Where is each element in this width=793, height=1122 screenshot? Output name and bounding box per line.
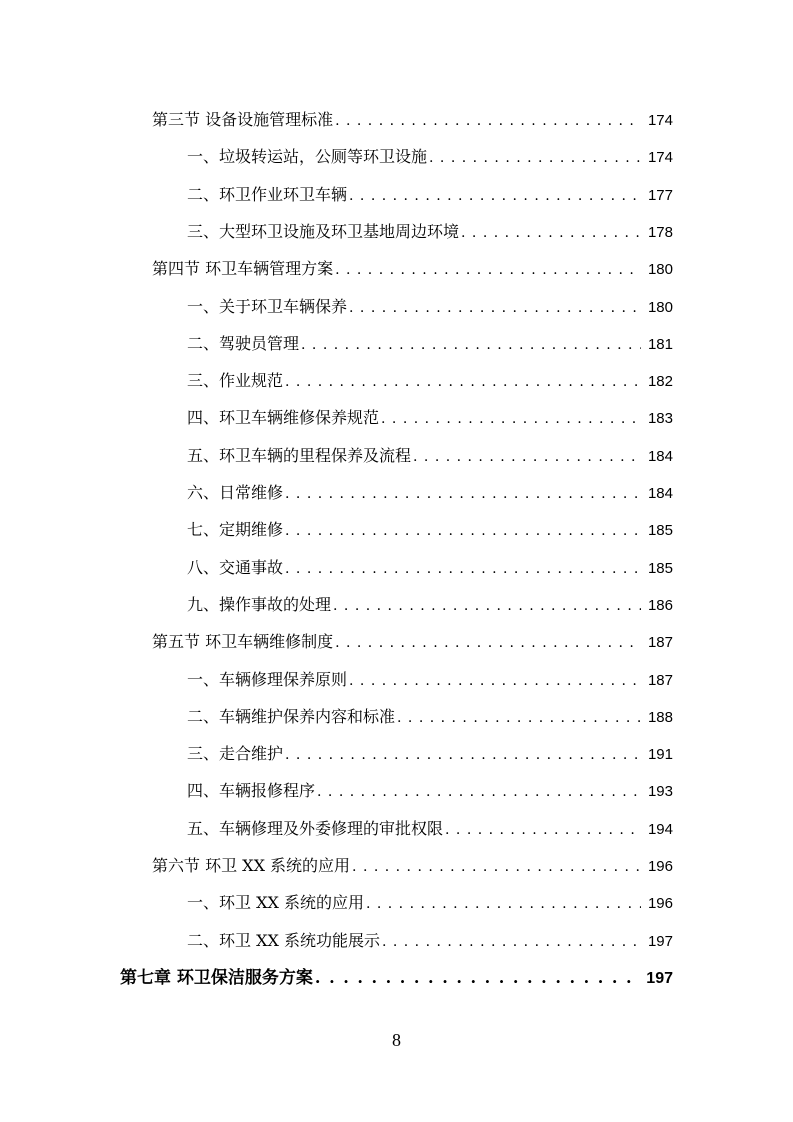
toc-entry[interactable]: [187, 142, 673, 172]
dot-leader: [429, 143, 641, 173]
toc-entry-label: 三、大型环卫设施及环卫基地周边环境: [187, 221, 460, 241]
toc-entry[interactable]: [187, 366, 673, 396]
toc-entry-label: 第六节 环卫 XX 系统的应用: [152, 856, 351, 875]
toc-entry-page: 186: [647, 596, 673, 614]
toc-entry-page: 180: [647, 298, 673, 316]
dot-leader: [301, 330, 641, 360]
dot-leader: [333, 591, 641, 621]
toc-entry[interactable]: [187, 776, 673, 806]
toc-entry-page: 183: [647, 410, 673, 428]
dot-leader: [317, 777, 641, 807]
toc-entry-page: 196: [647, 895, 673, 913]
dot-leader: [335, 255, 641, 285]
toc-entry-page: 187: [647, 634, 673, 652]
dot-leader: [366, 889, 641, 919]
toc-entry-page: 197: [646, 969, 673, 987]
toc-entry-label: 八、交通事故: [187, 557, 284, 577]
toc-entry[interactable]: [152, 254, 673, 284]
toc-entry[interactable]: [187, 553, 673, 583]
dot-leader: [397, 703, 641, 733]
toc-entry[interactable]: [187, 329, 673, 359]
toc-entry-page: 196: [647, 858, 673, 875]
toc-entry[interactable]: [152, 627, 673, 657]
toc-entry-label: 五、车辆修理及外委修理的审批权限: [187, 818, 444, 838]
toc-entry[interactable]: [187, 814, 673, 844]
toc-entry-page: 188: [647, 708, 673, 726]
toc-entry-page: 180: [647, 261, 673, 279]
toc-entry[interactable]: [187, 217, 673, 247]
toc-entry[interactable]: [152, 851, 673, 881]
toc-entry-page: 181: [647, 335, 673, 353]
toc-entry-label: 三、走合维护: [187, 744, 284, 764]
toc-entry-label: 四、环卫车辆维修保养规范: [187, 408, 380, 428]
toc-entry-label: 第七章 环卫保洁服务方案: [120, 967, 313, 988]
toc-entry[interactable]: [187, 888, 673, 918]
dot-leader: [285, 479, 641, 509]
toc-entry-label: 二、驾驶员管理: [187, 333, 300, 353]
toc-entry-label: 一、环卫 XX 系统的应用: [187, 893, 364, 913]
dot-leader: [461, 218, 641, 248]
toc-entry[interactable]: [187, 665, 673, 695]
dot-leader: [349, 181, 641, 211]
toc-entry[interactable]: [187, 739, 673, 769]
toc-entry-label: 五、环卫车辆的里程保养及流程: [187, 445, 412, 465]
toc-entry-chapter[interactable]: [120, 963, 673, 993]
toc-entry[interactable]: [187, 180, 673, 210]
toc-entry-page: 191: [647, 746, 673, 764]
toc-entry-label: 六、日常维修: [187, 483, 284, 502]
toc-entry[interactable]: [187, 590, 673, 620]
dot-leader: [285, 554, 641, 584]
dot-leader: [352, 852, 641, 882]
dot-leader: [413, 442, 641, 472]
dot-leader: [285, 367, 641, 397]
toc-entry-label: 四、车辆报修程序: [187, 781, 316, 801]
toc-entry[interactable]: [152, 105, 673, 135]
dot-leader: [315, 963, 641, 993]
toc-entry-page: 182: [647, 373, 673, 391]
dot-leader: [349, 666, 641, 696]
toc-entry-label: 一、垃圾转运站，公厕等环卫设施: [187, 147, 428, 167]
toc-entry-page: 184: [647, 485, 673, 502]
toc-entry[interactable]: [187, 478, 673, 508]
dot-leader: [349, 293, 641, 323]
toc-entry-label: 二、环卫 XX 系统功能展示: [187, 930, 380, 950]
toc-entry-page: 187: [647, 671, 673, 689]
toc-entry[interactable]: [187, 926, 673, 956]
toc-entry-label: 二、环卫作业环卫车辆: [187, 184, 348, 204]
toc-entry-label: 九、操作事故的处理: [187, 594, 332, 614]
dot-leader: [335, 106, 641, 136]
toc-entry-label: 三、作业规范: [187, 371, 284, 391]
toc-entry-label: 一、车辆修理保养原则: [187, 669, 348, 689]
toc-entry-label: 七、定期维修: [187, 520, 284, 540]
toc-entry-page: 184: [647, 447, 673, 465]
toc-entry[interactable]: [187, 292, 673, 322]
toc-entry[interactable]: [187, 515, 673, 545]
dot-leader: [381, 404, 641, 434]
toc-entry-page: 178: [647, 223, 673, 241]
toc-entry-label: 二、车辆维护保养内容和标准: [187, 706, 396, 726]
toc-entry-label: 第四节 环卫车辆管理方案: [152, 259, 334, 279]
toc-entry-page: 174: [647, 149, 673, 167]
dot-leader: [382, 927, 641, 957]
dot-leader: [335, 628, 641, 658]
toc-entry-page: 193: [647, 783, 673, 801]
page-number: 8: [392, 1030, 401, 1050]
toc-entry-label: 第五节 环卫车辆维修制度: [152, 632, 334, 652]
dot-leader: [445, 815, 641, 845]
toc-entry-page: 177: [647, 186, 673, 204]
dot-leader: [285, 740, 641, 770]
dot-leader: [285, 516, 641, 546]
toc-entry-page: 174: [647, 112, 673, 129]
toc-entry-page: 197: [647, 932, 673, 950]
toc-entry-page: 185: [647, 559, 673, 577]
toc-entry-label: 第三节 设备设施管理标准: [152, 110, 334, 129]
toc-entry-page: 194: [647, 820, 673, 838]
toc-entry-label: 一、关于环卫车辆保养: [187, 296, 348, 316]
toc-entry[interactable]: [187, 441, 673, 471]
toc-entry-page: 185: [647, 522, 673, 540]
toc-entry[interactable]: [187, 702, 673, 732]
toc-entry[interactable]: [187, 403, 673, 433]
